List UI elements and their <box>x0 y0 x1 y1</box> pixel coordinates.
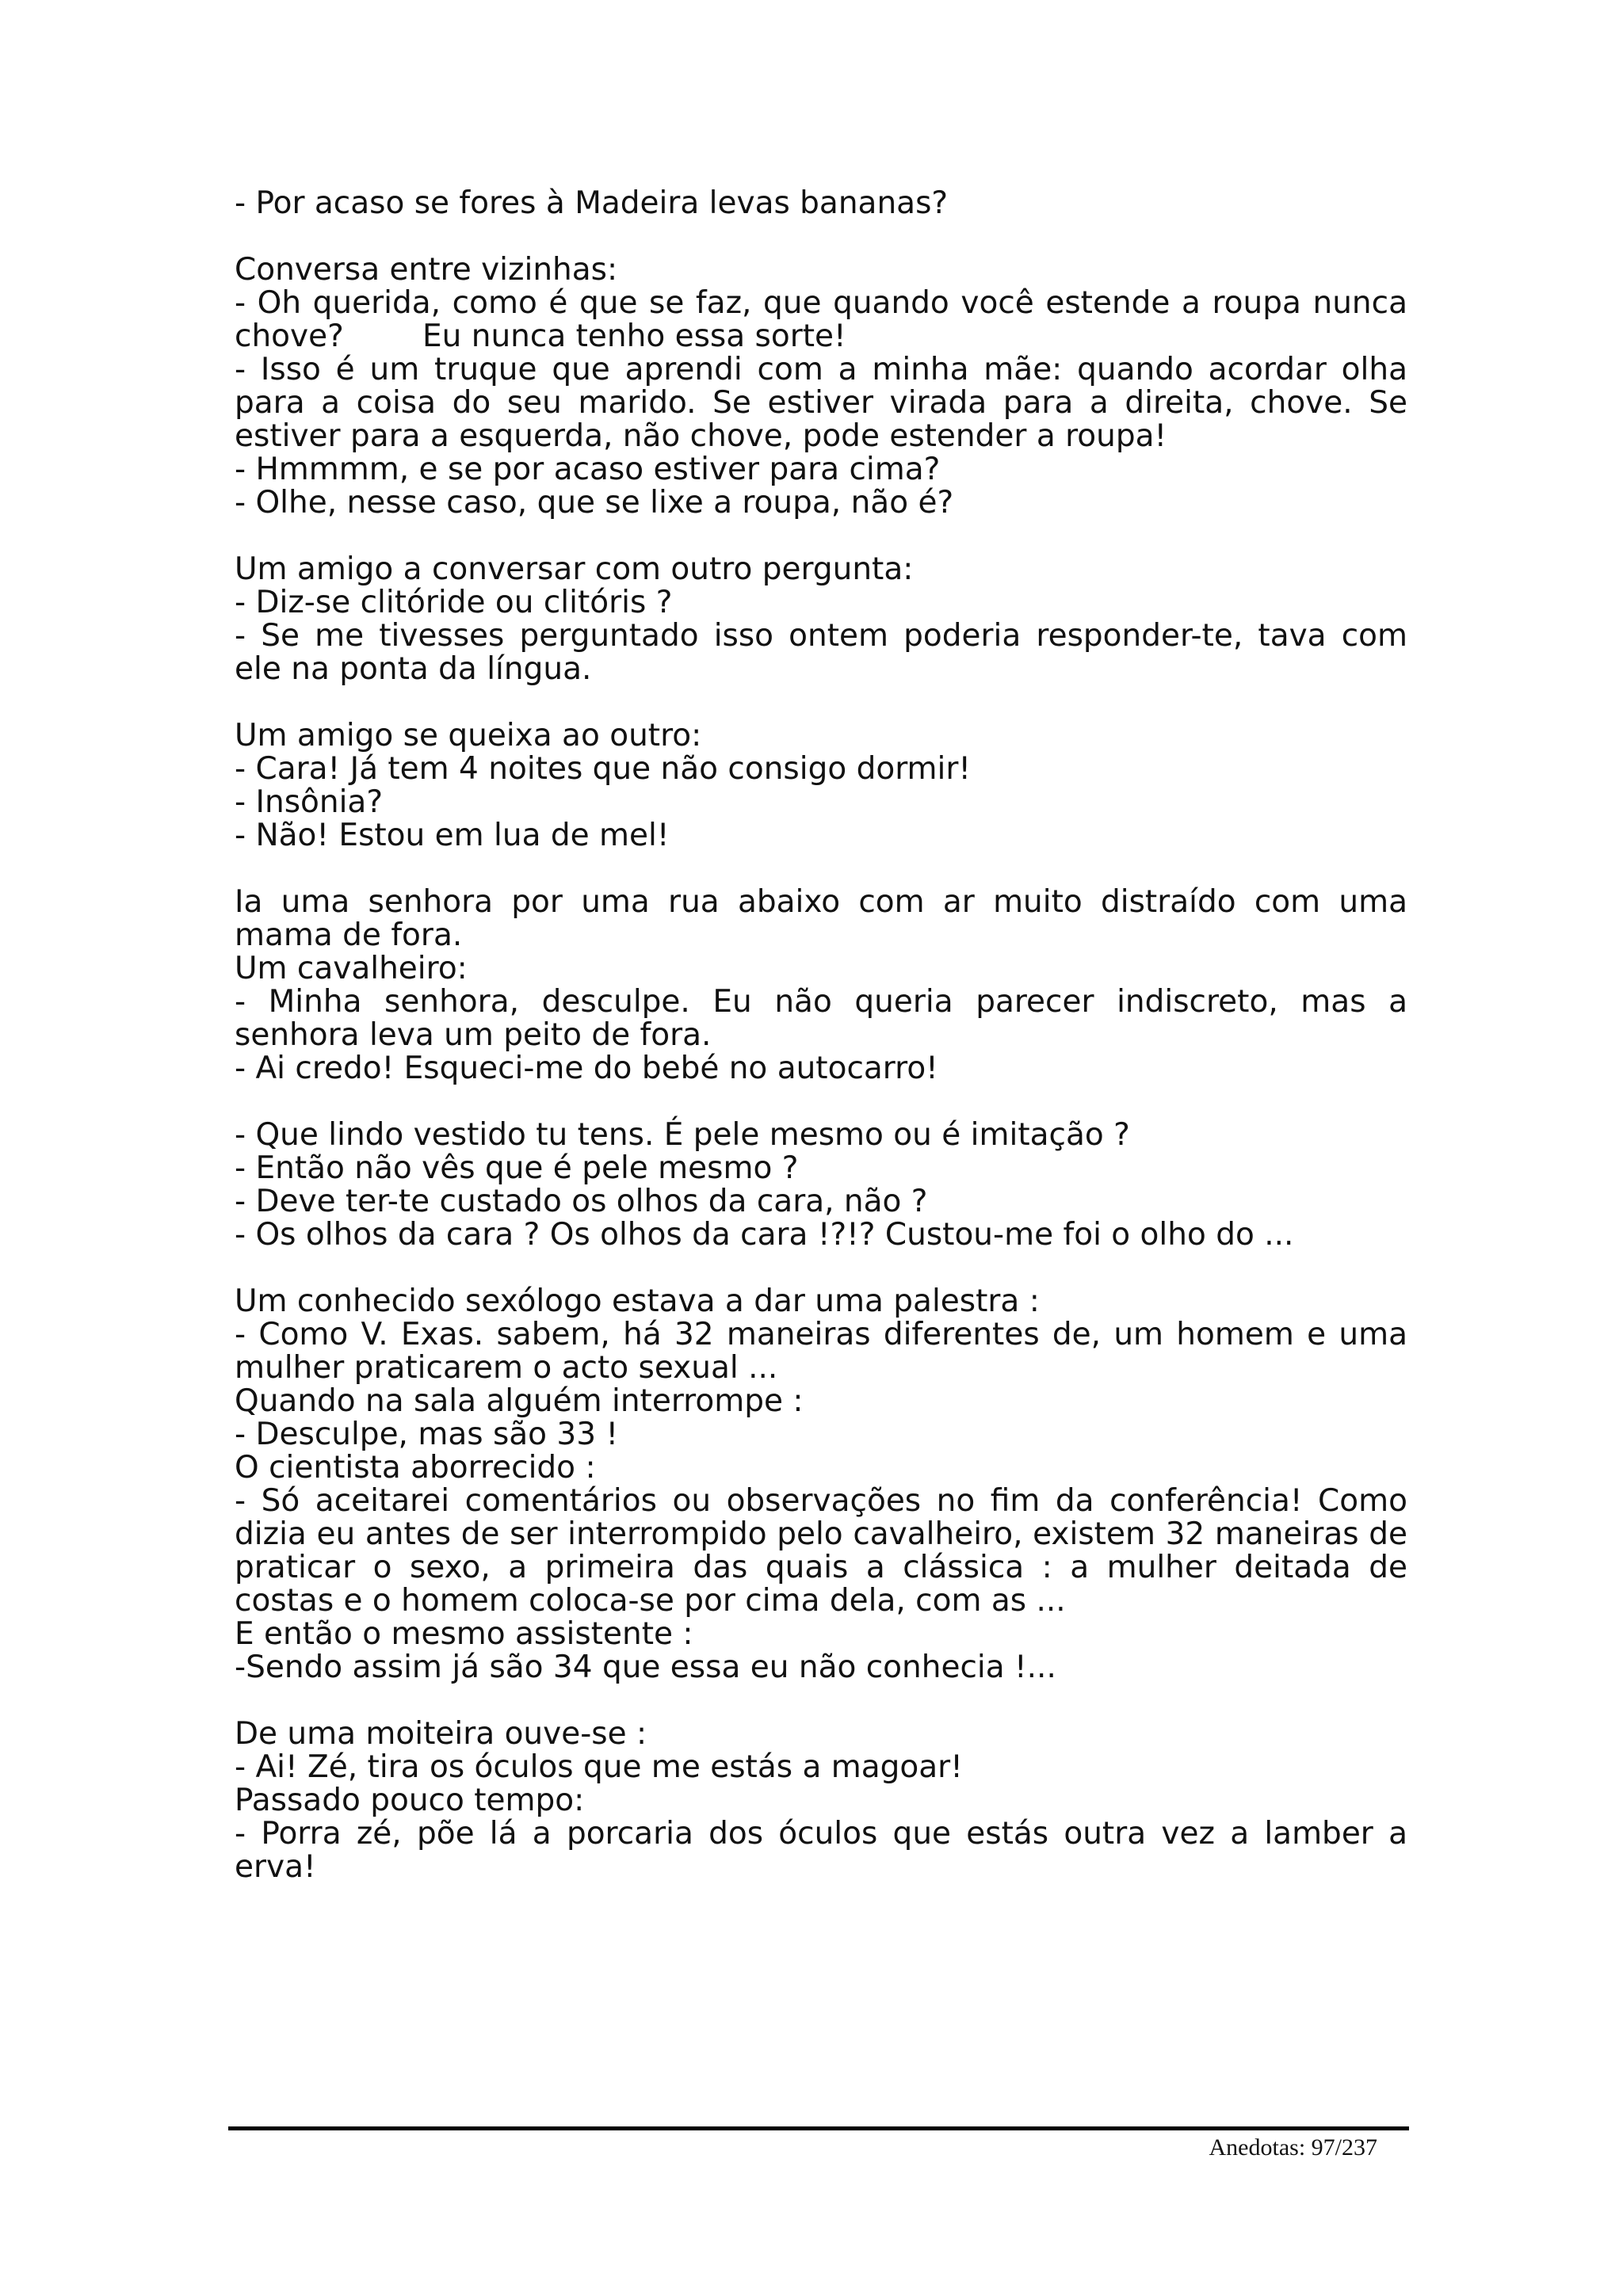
text-line: - Como V. Exas. sabem, há 32 maneiras diferentes de, um homem e uma mulher praticarem o acto sexual ... <box>235 1317 1418 1386</box>
text-line: Um amigo a conversar com outro pergunta: <box>235 551 914 587</box>
text-line: Passado pouco tempo: <box>235 1783 585 1818</box>
text-line: - Os olhos da cara ? Os olhos da cara !?!? Custou-me foi o olho do ... <box>235 1217 1294 1253</box>
footer-rule <box>228 2126 1409 2130</box>
text-line: De uma moiteira ouve-se : <box>235 1716 647 1752</box>
text-line: - Oh querida, como é que se faz, que quando você estende a roupa nunca chove? Eu nunca tenho essa sorte! <box>235 285 1418 354</box>
text-line: - Se me tivesses perguntado isso ontem poderia responder-te, tava com ele na ponta da língua. <box>235 618 1418 687</box>
text-line: - Então não vês que é pele mesmo ? <box>235 1150 799 1186</box>
document-body <box>235 185 1418 1917</box>
text-line: - Deve ter-te custado os olhos da cara, não ? <box>235 1184 928 1219</box>
joke-block <box>235 1119 1407 1252</box>
joke-block <box>235 1716 1418 1885</box>
text-line: - Diz-se clitóride ou clitóris ? <box>235 585 673 620</box>
text-line: -Sendo assim já são 34 que essa eu não conhecia !... <box>235 1650 1056 1685</box>
text-line: Um conhecido sexólogo estava a dar uma palestra : <box>235 1283 1040 1319</box>
text-line: - Olhe, nesse caso, que se lixe a roupa, não é? <box>235 485 954 521</box>
text-line: - Insônia? <box>235 784 384 820</box>
text-line: Conversa entre vizinhas: <box>235 252 618 288</box>
text-line: - Que lindo vestido tu tens. É pele mesmo ou é imitação ? <box>235 1117 1130 1153</box>
text-line: E então o mesmo assistente : <box>235 1616 693 1652</box>
joke-block <box>235 252 1418 521</box>
text-line: - Hmmmm, e se por acaso estiver para cima? <box>235 452 941 487</box>
text-line: - Cara! Já tem 4 noites que não consigo dormir! <box>235 751 972 787</box>
text-line: Um cavalheiro: <box>235 951 468 986</box>
joke-block <box>235 187 1407 220</box>
joke-block <box>235 719 1407 852</box>
text-line: - Minha senhora, desculpe. Eu não queria parecer indiscreto, mas a senhora leva um peito de fora. <box>235 984 1418 1053</box>
text-line: Quando na sala alguém interrompe : <box>235 1383 804 1419</box>
text-line: Ia uma senhora por uma rua abaixo com ar muito distraído com uma mama de fora. <box>235 884 1418 953</box>
text-line: - Isso é um truque que aprendi com a minha mãe: quando acordar olha para a coisa do seu marido. Se estiver virada para a direita, chove. Se estiver para a esquerda, não chove, pode estender a roupa! <box>235 352 1418 454</box>
text-line: - Só aceitarei comentários ou observações no fim da conferência! Como dizia eu antes de ser interrompido pelo cavalheiro, existem 32 maneiras de praticar o sexo, a primeira das quais a clássica : a mulher deitada de costas e o homem coloca-se por cima dela, com as ... <box>235 1483 1418 1619</box>
text-line: - Ai! Zé, tira os óculos que me estás a magoar! <box>235 1749 963 1785</box>
text-line: - Ai credo! Esqueci-me do bebé no autocarro! <box>235 1051 938 1086</box>
text-line: - Desculpe, mas são 33 ! <box>235 1417 619 1452</box>
text-line: O cientista aborrecido : <box>235 1450 596 1486</box>
page-number: Anedotas: 97/237 <box>1209 2134 1377 2161</box>
text-line: - Por acaso se fores à Madeira levas bananas? <box>235 185 949 221</box>
joke-block <box>235 1283 1418 1685</box>
text-line: - Não! Estou em lua de mel! <box>235 818 670 853</box>
joke-block <box>235 551 1418 687</box>
joke-block <box>235 884 1418 1086</box>
text-line: Um amigo se queixa ao outro: <box>235 718 702 753</box>
text-line: - Porra zé, põe lá a porcaria dos óculos que estás outra vez a lamber a erva! <box>235 1816 1418 1885</box>
